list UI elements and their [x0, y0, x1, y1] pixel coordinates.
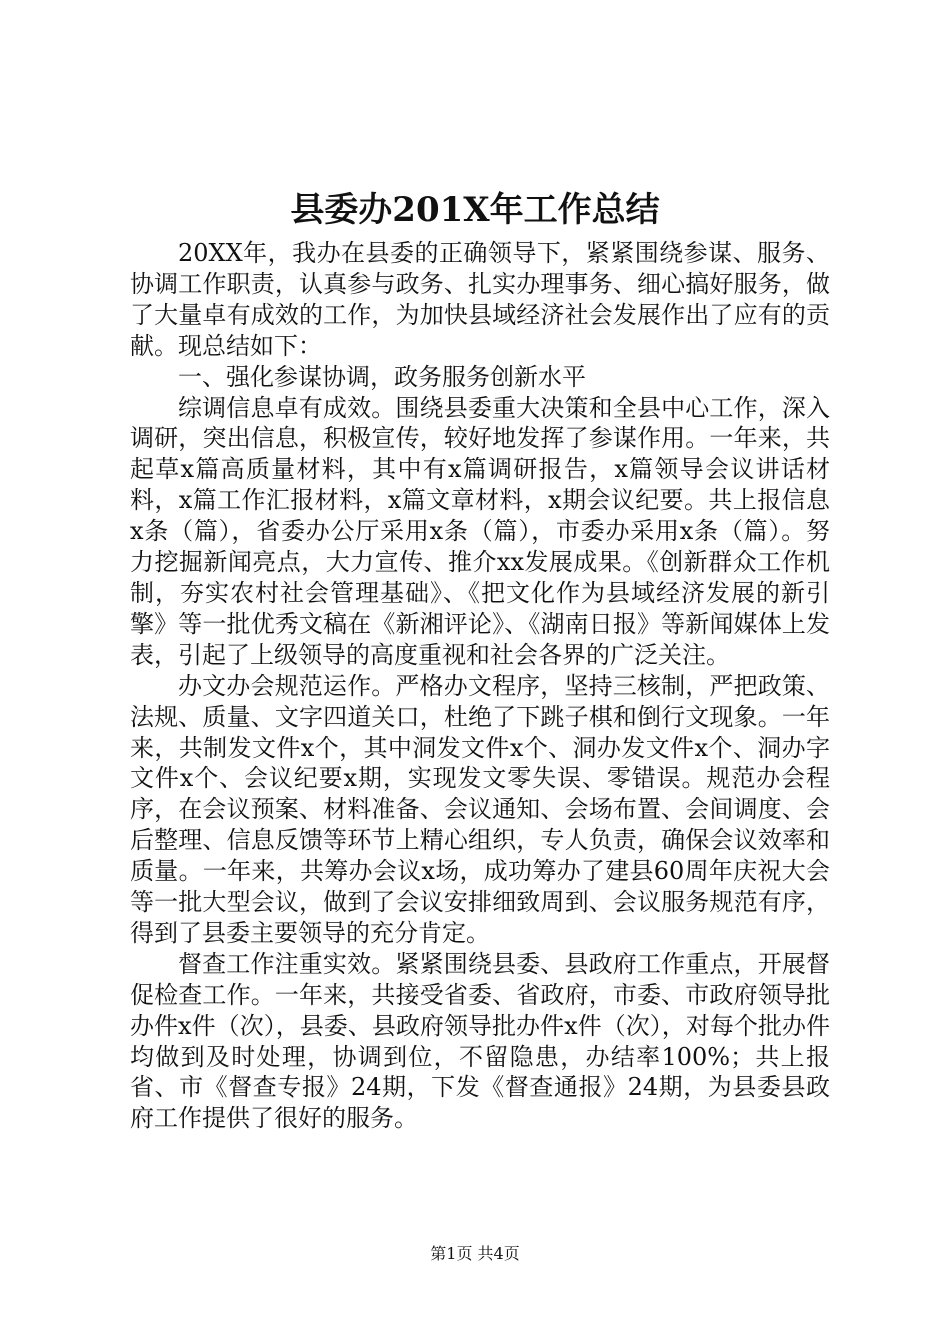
paragraph-supervision: 督查工作注重实效。紧紧围绕县委、县政府工作重点，开展督促检查工作。一年来，共接受省委、省政府，市委、市政府领导批办件x件（次），县委、县政府领导批办件x件（次），对每个批办件均做到及时处理，协调到位，不留隐患，办结率100%；共上报省、市《督查专报》24期，下发《督查通报》24期，为县委县政府工作提供了很好的服务。 [130, 949, 830, 1133]
document-body [130, 238, 830, 1134]
document-title: 县委办201X年工作总结 [290, 190, 660, 230]
page-number-footer: 第1页 共4页 [430, 1244, 520, 1263]
paragraph-documents-meetings: 办文办会规范运作。严格办文程序，坚持三核制，严把政策、法规、质量、文字四道关口，杜绝了下跳子棋和倒行文现象。一年来，共制发文件x个，其中洞发文件x个、洞办发文件x个、洞办字文件x个、会议纪要x期，实现发文零失误、零错误。规范办会程序，在会议预案、材料准备、会议通知、会场布置、会间调度、会后整理、信息反馈等环节上精心组织，专人负责，确保会议效率和质量。一年来，共筹办会议x场，成功筹办了建县60周年庆祝大会等一批大型会议，做到了会议安排细致周到、会议服务规范有序，得到了县委主要领导的充分肯定。 [130, 671, 830, 947]
paragraph-intro: 20XX年，我办在县委的正确领导下，紧紧围绕参谋、服务、协调工作职责，认真参与政务、扎实办理事务、细心搞好服务，做了大量卓有成效的工作，为加快县域经济社会发展作出了应有的贡献。现总结如下： [130, 239, 830, 360]
section-heading-1: 一、强化参谋协调，政务服务创新水平 [178, 362, 586, 391]
paragraph-research-info: 综调信息卓有成效。围绕县委重大决策和全县中心工作，深入调研，突出信息，积极宣传，较好地发挥了参谋作用。一年来，共起草x篇高质量材料，其中有x篇调研报告，x篇领导会议讲话材料，x篇工作汇报材料，x篇文章材料，x期会议纪要。共上报信息x条（篇），省委办公厅采用x条（篇），市委办采用x条（篇）。努力挖掘新闻亮点，大力宣传、推介xx发展成果。《创新群众工作机制，夯实农村社会管理基础》、《把文化作为县域经济发展的新引擎》等一批优秀文稿在《新湘评论》、《湖南日报》等新闻媒体上发表，引起了上级领导的高度重视和社会各界的广泛关注。 [130, 393, 830, 669]
